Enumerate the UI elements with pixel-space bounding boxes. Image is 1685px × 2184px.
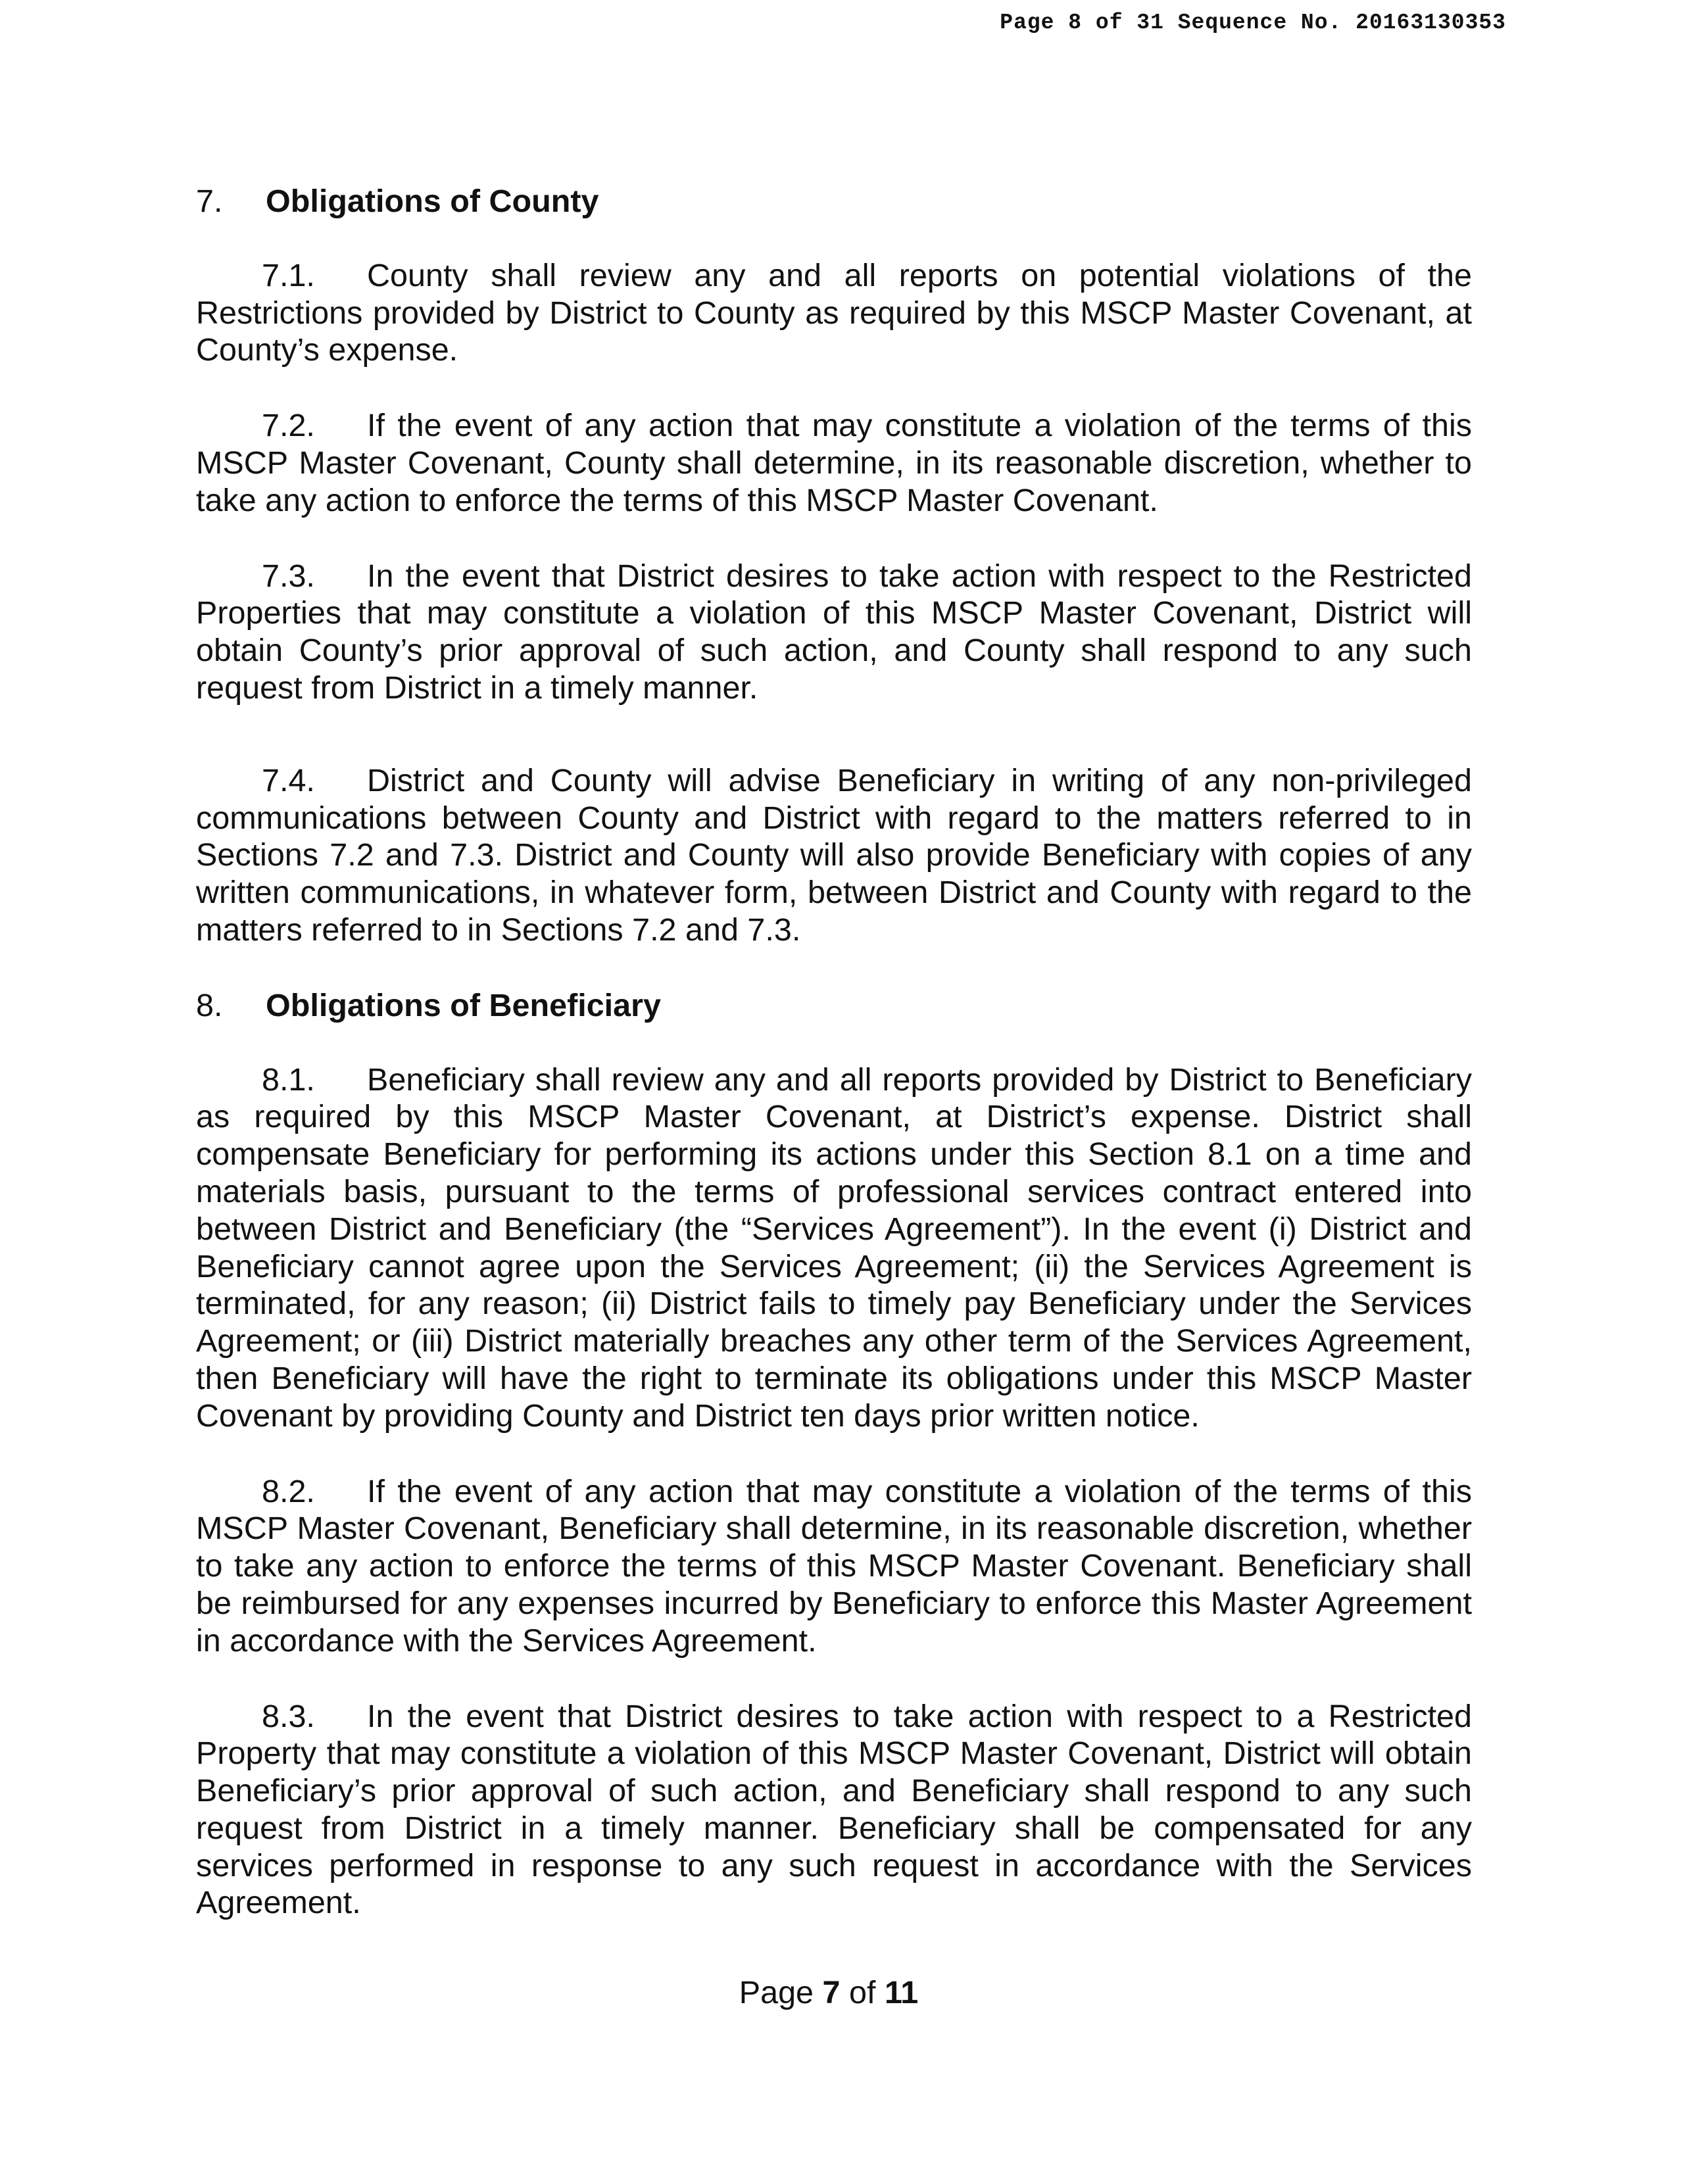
paragraph-text: In the event that District desires to take action with respect to a Restricted Property that may constitute a violation of this MSCP Master Covenant, District will obtain Beneficiary’s prior approval of such action, and Beneficiary shall respond to any such request from District in a timely manner. Beneficiary shall be compensated for any services performed in response to any such request in accordance with the Services Agreement. [196, 1698, 1472, 1921]
paragraph-number: 7.4. [262, 762, 315, 798]
section-heading-7 [196, 183, 1472, 220]
paragraph-number: 8.2. [262, 1473, 315, 1509]
section-number: 7. [196, 183, 223, 219]
paragraph-number: 8.1. [262, 1061, 315, 1098]
footer-of-word: of [849, 1975, 876, 2010]
document-body [196, 183, 1472, 1922]
paragraph-7-2 [196, 407, 1472, 519]
paragraph-8-3 [196, 1698, 1472, 1922]
page-footer [0, 1974, 1657, 2011]
paragraph-number: 7.2. [262, 408, 315, 444]
paragraph-7-3 [196, 558, 1472, 707]
paragraph-number: 8.3. [262, 1698, 315, 1734]
paragraph-number: 7.3. [262, 558, 315, 594]
paragraph-text: Beneficiary shall review any and all reports provided by District to Beneficiary as required by this MSCP Master Covenant, at District’s expense. District shall compensate Beneficiary for performing its actions under this Section 8.1 on a time and materials basis, pursuant to the terms of professional services contract entered into between District and Beneficiary (the “Services Agreement”). In the event (i) District and Beneficiary cannot agree upon the Services Agreement; (ii) the Services Agreement is terminated, for any reason; (ii) District fails to timely pay Beneficiary under the Services Agreement; or (iii) District materially breaches any other term of the Services Agreement, then Beneficiary will have the right to terminate its obligations under this MSCP Master Covenant by providing County and District ten days prior written notice. [196, 1061, 1472, 1434]
paragraph-7-1 [196, 257, 1472, 369]
paragraph-8-1 [196, 1061, 1472, 1435]
footer-page-total: 11 [884, 1975, 919, 2010]
paragraph-text: If the event of any action that may constitute a violation of the terms of this MSCP Master Covenant, County shall determine, in its reasonable discretion, whether to take any action to enforce the terms of this MSCP Master Covenant. [196, 408, 1472, 518]
paragraph-text: District and County will advise Beneficiary in writing of any non-privileged communications between County and District with regard to the matters referred to in Sections 7.2 and 7.3. District and County will also provide Beneficiary with copies of any written communications, in whatever form, between District and County with regard to the matters referred to in Sections 7.2 and 7.3. [196, 762, 1472, 948]
section-title: Obligations of County [266, 183, 599, 219]
section-number: 8. [196, 987, 223, 1023]
footer-page-number: 7 [822, 1975, 841, 2010]
paragraph-text: In the event that District desires to take action with respect to the Restricted Properties that may constitute a violation of this MSCP Master Covenant, District will obtain County’s prior approval of such action, and County shall respond to any such request from District in a timely manner. [196, 558, 1472, 706]
footer-page-word: Page [739, 1975, 814, 2010]
recording-page-stamp: Page 8 of 31 Sequence No. 20163130353 [1000, 11, 1506, 35]
paragraph-8-2 [196, 1473, 1472, 1660]
section-title: Obligations of Beneficiary [266, 987, 661, 1023]
paragraph-number: 7.1. [262, 257, 315, 293]
paragraph-text: If the event of any action that may constitute a violation of the terms of this MSCP Master Covenant, Beneficiary shall determine, in its reasonable discretion, whether to take any action to enforce the terms of this MSCP Master Covenant. Beneficiary shall be reimbursed for any expenses incurred by Beneficiary to enforce this Master Agreement in accordance with the Services Agreement. [196, 1473, 1472, 1659]
paragraph-7-4 [196, 762, 1472, 949]
paragraph-text: County shall review any and all reports on potential violations of the Restrictions provided by District to County as required by this MSCP Master Covenant, at County’s expense. [196, 257, 1472, 368]
section-heading-8 [196, 987, 1472, 1025]
